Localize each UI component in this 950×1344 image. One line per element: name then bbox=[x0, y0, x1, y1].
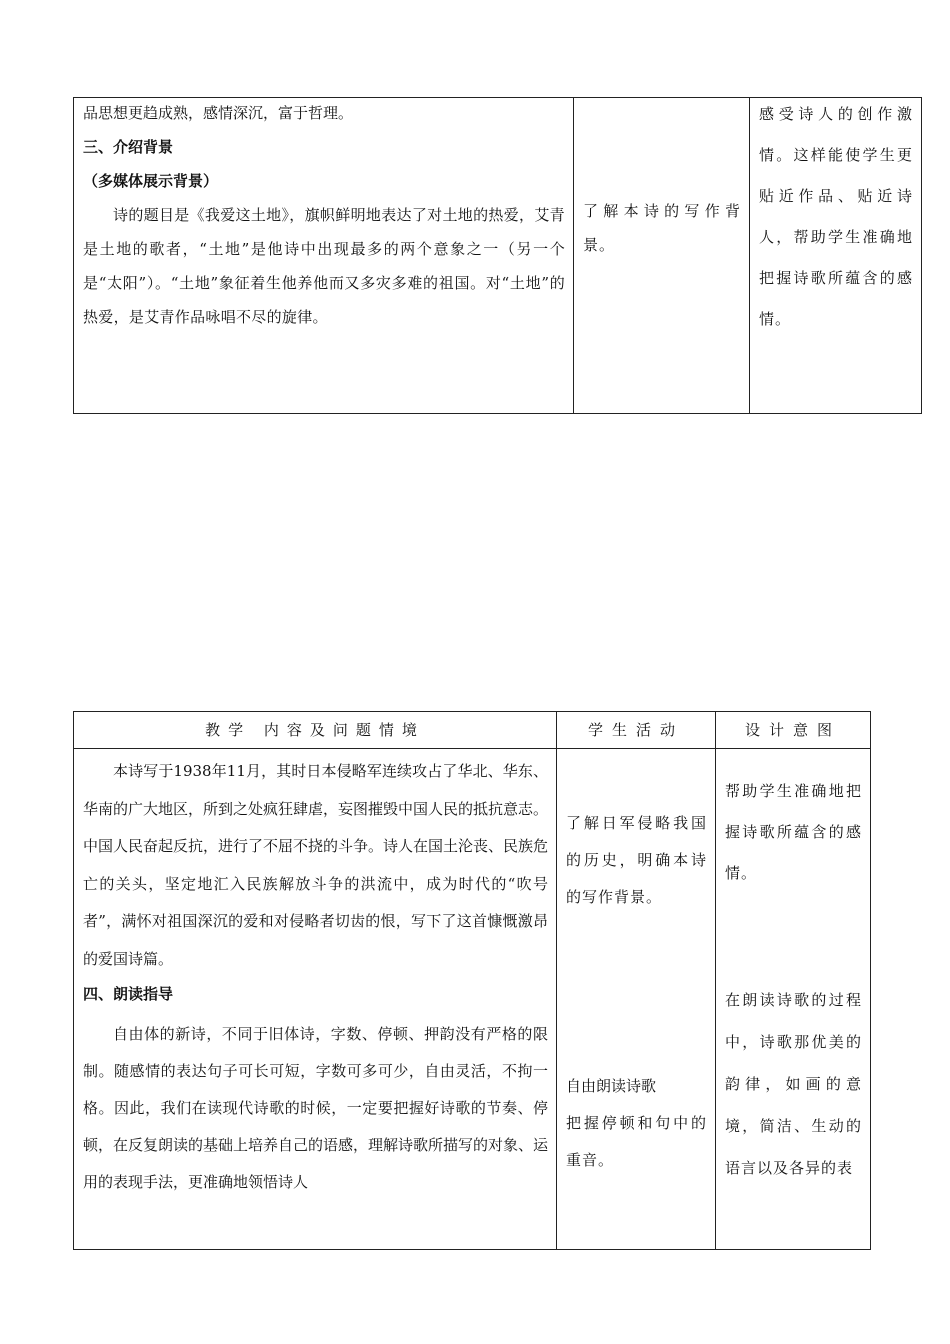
table-header-row bbox=[74, 712, 871, 749]
student-activity-stress: 把握停顿和句中的重音。 bbox=[566, 1114, 707, 1169]
header-student-activity: 学生活动 bbox=[557, 712, 716, 749]
design-intent-reading-text: 在朗读诗歌的过程中，诗歌那优美的韵律，如画的意境，简洁、生动的语言以及各异的表 bbox=[725, 991, 862, 1177]
student-activity-text: 了解日军侵略我国的历史，明确本诗的写作背景。 bbox=[566, 814, 707, 906]
background-paragraph: 诗的题目是《我爱这土地》，旗帜鲜明地表达了对土地的热爱，艾青是土地的歌者，“土地”是他诗中出现最多的两个意象之一（另一个是“太阳”）。“土地”象征着生他养他而又多灾多难的祖国。对“土地”的热爱，是艾青作品咏唱不尽的旋律。 bbox=[83, 206, 565, 326]
history-paragraph: 本诗写于1938年11月，其时日本侵略军连续攻占了华北、华东、华南的广大地区，所到之处疯狂肆虐，妄图摧毁中国人民的抵抗意志。中国人民奋起反抗，进行了不屈不挠的斗争。诗人在国土沦丧、民族危亡的关头，坚定地汇入民族解放斗争的洪流中，成为时代的“吹号者”，满怀对祖国深沉的爱和对侵略者切齿的恨，写下了这首慷慨激昂的爱国诗篇。 bbox=[83, 762, 549, 968]
section-heading-reading: 四、朗读指导 bbox=[83, 985, 174, 1003]
reading-guidance-paragraph: 自由体的新诗，不同于旧体诗，字数、停顿、押韵没有严格的限制。随感情的表达句子可长可短，字数可多可少，自由灵活，不拘一格。因此，我们在读现代诗歌的时候，一定要把握好诗歌的节奏、停顿，在反复朗读的基础上培养自己的语感，理解诗歌所描写的对象、运用的表现手法，更准确地领悟诗人 bbox=[83, 1025, 549, 1191]
student-activity-cell bbox=[557, 749, 716, 1250]
content-cell bbox=[74, 98, 574, 414]
header-content: 教学 内容及问题情境 bbox=[74, 712, 557, 749]
table-row bbox=[74, 749, 871, 1250]
design-intent-cell bbox=[750, 98, 922, 414]
header-design-intent: 设计意图 bbox=[716, 712, 871, 749]
content-cell bbox=[74, 749, 557, 1250]
section-heading-background: 三、介绍背景 bbox=[83, 138, 174, 156]
student-activity-text: 了解本诗的写作背景。 bbox=[583, 202, 741, 254]
design-intent-text: 帮助学生准确地把握诗歌所蕴含的感情。 bbox=[725, 782, 862, 882]
multimedia-note: （多媒体展示背景） bbox=[83, 172, 219, 190]
design-intent-cell bbox=[716, 749, 871, 1250]
design-intent-text: 感受诗人的创作激情。这样能使学生更贴近作品、贴近诗人，帮助学生准确地把握诗歌所蕴含的感情。 bbox=[759, 105, 913, 328]
lesson-table-top bbox=[73, 97, 922, 414]
lesson-table-bottom bbox=[73, 711, 871, 1250]
intro-line: 品思想更趋成熟，感情深沉，富于哲理。 bbox=[83, 104, 354, 122]
student-activity-read-aloud: 自由朗读诗歌 bbox=[566, 1077, 657, 1095]
student-activity-cell bbox=[574, 98, 750, 414]
